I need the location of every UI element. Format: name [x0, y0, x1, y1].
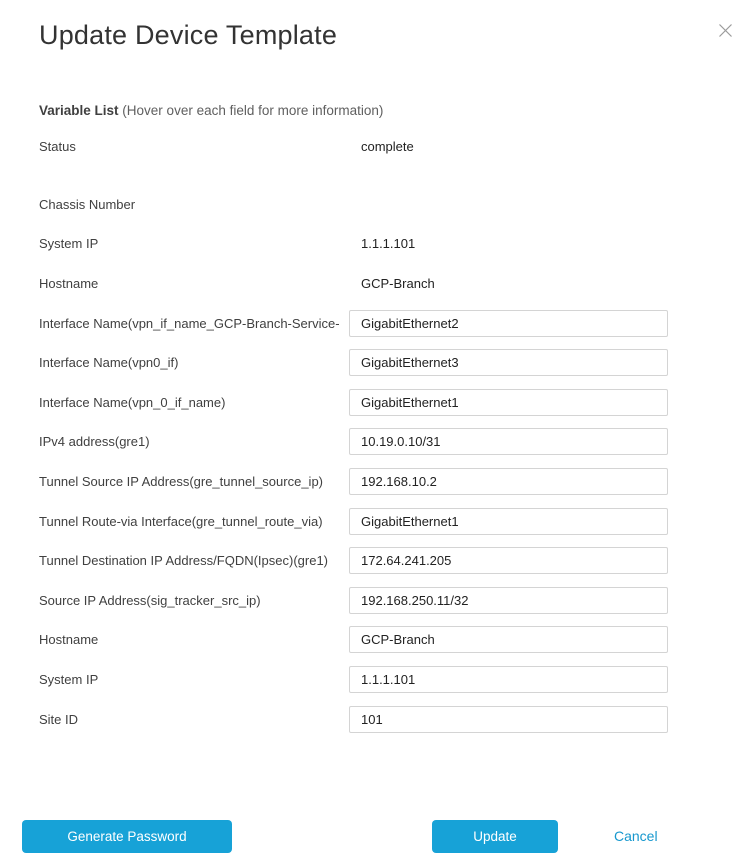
- hostname-input[interactable]: [349, 626, 668, 653]
- ipv4-address-gre1-input[interactable]: [349, 428, 668, 455]
- field-row-chassis-number: [0, 185, 752, 225]
- field-label: Site ID: [39, 711, 79, 727]
- field-row-interface-name-service: [0, 303, 752, 343]
- field-label: Interface Name(vpn0_if): [39, 355, 179, 371]
- tunnel-destination-ip-input[interactable]: [349, 547, 668, 574]
- field-label: IPv4 address(gre1): [39, 434, 150, 450]
- close-button[interactable]: [717, 25, 733, 41]
- field-row-site-id: [0, 699, 752, 739]
- field-label: Tunnel Source IP Address(gre_tunnel_source_ip): [39, 474, 324, 490]
- field-row-hostname-static: [0, 264, 752, 304]
- field-row-interface-name-vpn0-if: [0, 343, 752, 383]
- field-label: Hostname: [39, 276, 99, 292]
- sig-tracker-src-ip-input[interactable]: [349, 587, 668, 614]
- close-icon: [718, 23, 733, 43]
- interface-name-service-input[interactable]: [349, 310, 668, 337]
- interface-name-vpn0-if-input[interactable]: [349, 349, 668, 376]
- system-ip-input[interactable]: [349, 666, 668, 693]
- tunnel-route-via-input[interactable]: [349, 508, 668, 535]
- interface-name-vpn-0-if-name-input[interactable]: [349, 389, 668, 416]
- variable-list: [0, 127, 752, 739]
- field-label: Hostname: [39, 632, 99, 648]
- field-label: Tunnel Route-via Interface(gre_tunnel_route_via): [39, 513, 323, 529]
- field-row-tunnel-destination-ip: [0, 541, 752, 581]
- field-row-interface-name-vpn-0-if-name: [0, 383, 752, 423]
- status-value: complete: [361, 139, 414, 155]
- update-button[interactable]: Update: [432, 820, 558, 853]
- field-row-hostname-input: [0, 620, 752, 660]
- field-label: Tunnel Destination IP Address/FQDN(Ipsec)(gre1): [39, 553, 329, 569]
- variable-list-hint: (Hover over each field for more information): [118, 103, 384, 118]
- cancel-link[interactable]: Cancel: [614, 828, 658, 844]
- field-label: System IP: [39, 672, 99, 688]
- field-label: System IP: [39, 236, 99, 252]
- site-id-input[interactable]: [349, 706, 668, 733]
- field-row-ipv4-address-gre1: [0, 422, 752, 462]
- field-label: Chassis Number: [39, 196, 136, 212]
- system-ip-value: 1.1.1.101: [361, 236, 416, 252]
- field-label: Source IP Address(sig_tracker_src_ip): [39, 592, 261, 608]
- field-row-sig-tracker-src-ip: [0, 581, 752, 621]
- page-title: Update Device Template: [39, 20, 338, 50]
- generate-password-button[interactable]: Generate Password: [22, 820, 232, 853]
- variable-list-heading: Variable List: [39, 103, 119, 118]
- field-label: Interface Name(vpn_if_name_GCP-Branch-Service-: [39, 315, 340, 331]
- field-label: Interface Name(vpn_0_if_name): [39, 394, 226, 410]
- tunnel-source-ip-input[interactable]: [349, 468, 668, 495]
- modal-footer: [0, 820, 752, 854]
- field-row-tunnel-route-via: [0, 501, 752, 541]
- field-row-status: [0, 127, 752, 167]
- hostname-value: GCP-Branch: [361, 276, 435, 292]
- field-label: Status: [39, 139, 76, 155]
- field-row-system-ip-static: [0, 224, 752, 264]
- field-row-tunnel-source-ip: [0, 462, 752, 502]
- variable-list-header: [39, 103, 752, 118]
- field-row-system-ip-input: [0, 660, 752, 700]
